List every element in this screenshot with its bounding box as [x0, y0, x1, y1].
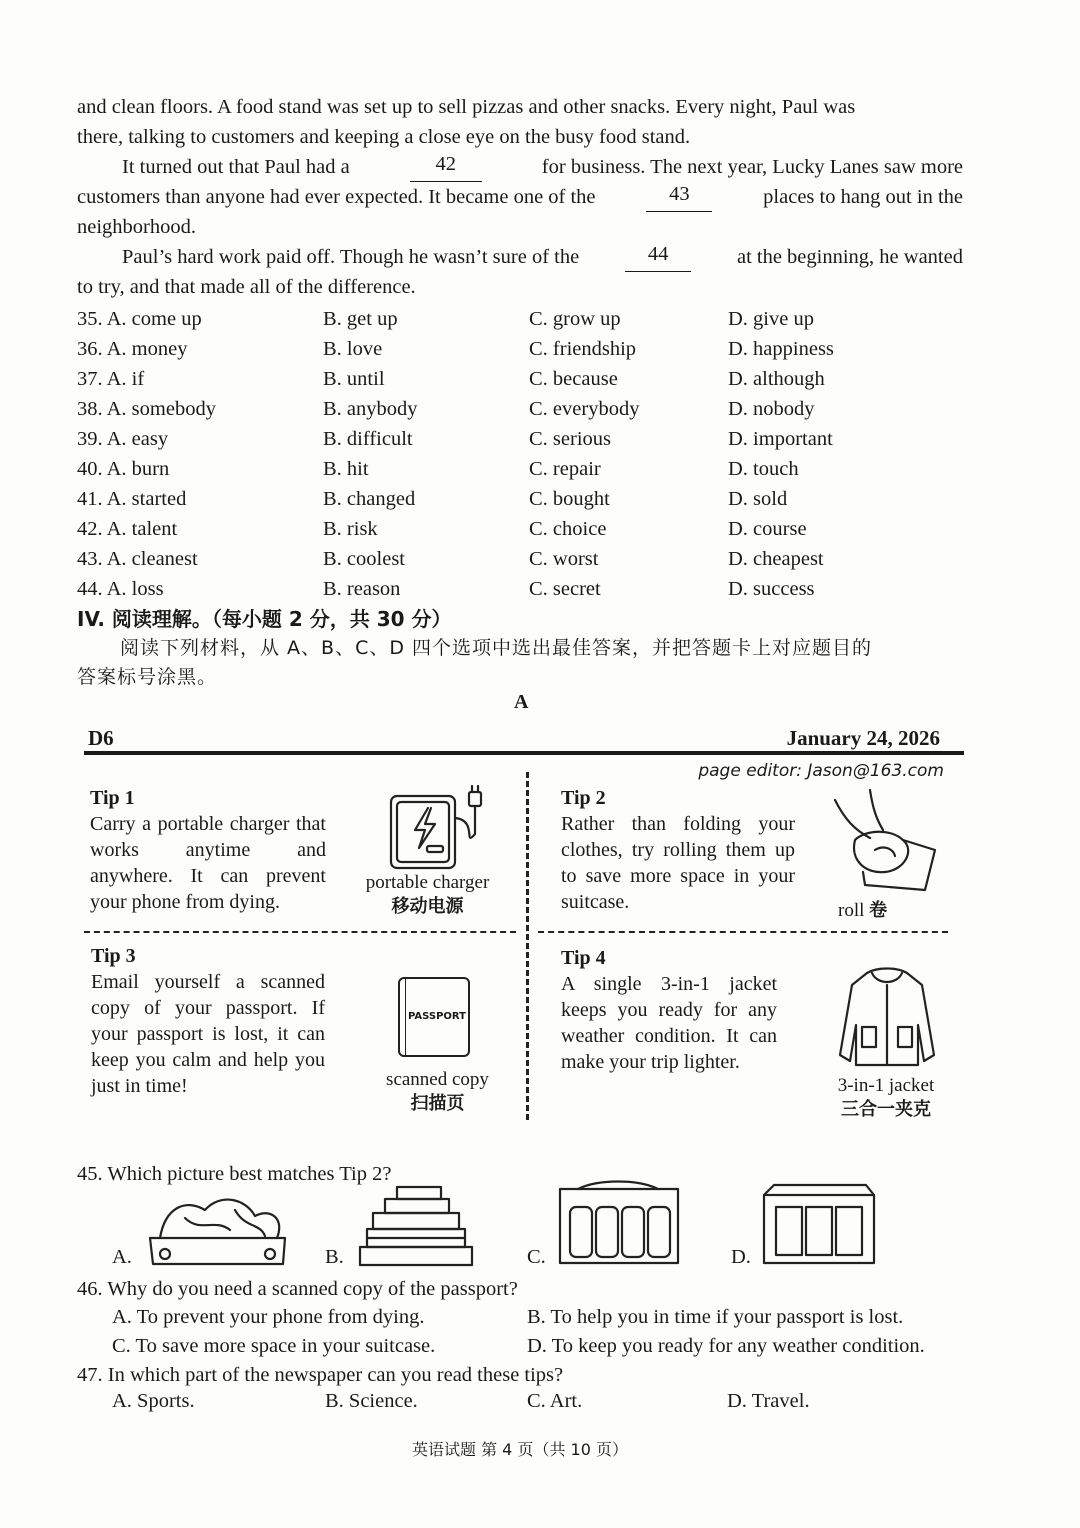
passage-text: and clean floors. A food stand was set up to sell pizzas and other snacks. Every night, Paul was — [77, 96, 856, 118]
option-row — [77, 544, 977, 574]
option-choice[interactable]: C. because — [529, 368, 618, 390]
section-heading: IV. 阅读理解。（每小题 2 分，共 30 分） — [77, 607, 452, 631]
option-choice[interactable]: D. cheapest — [728, 548, 824, 570]
question-46: 46. Why do you need a scanned copy of the passport? — [77, 1278, 518, 1300]
option-choice[interactable]: C. grow up — [529, 308, 621, 330]
passage-line — [122, 152, 963, 182]
passage-text: to try, and that made all of the difference. — [77, 276, 416, 298]
roll-caption — [838, 899, 938, 923]
option-choice[interactable]: B. anybody — [323, 398, 418, 420]
option-row — [77, 574, 977, 604]
tip-4 — [561, 945, 777, 1075]
option-choice[interactable]: C. choice — [529, 518, 607, 540]
charger-caption — [345, 871, 510, 919]
option-choice[interactable]: 41. A. started — [77, 488, 187, 510]
passage-text: at the beginning, he wanted — [736, 246, 963, 268]
q47-option-c[interactable]: C. Art. — [527, 1390, 583, 1412]
question-45: 45. Which picture best matches Tip 2? — [77, 1163, 392, 1185]
option-choice[interactable]: B. changed — [323, 488, 416, 510]
tip-1 — [90, 785, 326, 915]
option-choice[interactable]: B. coolest — [323, 548, 405, 570]
option-choice[interactable]: B. get up — [323, 308, 398, 330]
caption-en: scanned copy — [386, 1069, 489, 1090]
option-choice[interactable]: 44. A. loss — [77, 578, 164, 600]
passage-line — [77, 272, 963, 302]
option-choice[interactable]: B. until — [323, 368, 385, 390]
option-choice[interactable]: D. touch — [728, 458, 799, 480]
header-rule — [84, 751, 964, 755]
option-choice[interactable]: D. sold — [728, 488, 788, 510]
tip-text: A single 3-in-1 jacket keeps you ready for any weather condition. It can make your trip lighter. — [561, 973, 777, 1073]
option-choice[interactable]: 43. A. cleanest — [77, 548, 198, 570]
tip-text: Carry a portable charger that works anytime and anywhere. It can prevent your phone from dying. — [90, 813, 326, 913]
option-choice[interactable]: D. important — [728, 428, 833, 450]
option-choice[interactable]: B. reason — [323, 578, 401, 600]
option-choice[interactable]: D. nobody — [728, 398, 815, 420]
q46-option-d[interactable]: D. To keep you ready for any weather condition. — [527, 1335, 925, 1357]
question-47: 47. In which part of the newspaper can you read these tips? — [77, 1364, 564, 1386]
passport-label: PASSPORT — [407, 1011, 466, 1022]
q45-option-a-label[interactable]: A. — [112, 1246, 132, 1268]
tip-title: Tip 1 — [90, 787, 135, 809]
option-choice[interactable]: D. give up — [728, 308, 814, 330]
option-choice[interactable]: B. difficult — [323, 428, 413, 450]
packed-suitcase-icon[interactable] — [762, 1185, 877, 1267]
option-row — [77, 394, 977, 424]
caption-en: 3-in-1 jacket — [837, 1075, 935, 1096]
option-choice[interactable]: C. repair — [529, 458, 601, 480]
option-row — [77, 454, 977, 484]
caption-zh: 卷 — [869, 900, 888, 921]
passage-text: customers than anyone had ever expected. It became one of the — [77, 186, 596, 208]
option-choice[interactable]: D. happiness — [728, 338, 834, 360]
option-choice[interactable]: C. worst — [529, 548, 599, 570]
passport-caption — [360, 1068, 515, 1116]
option-row — [77, 334, 977, 364]
option-choice[interactable]: D. success — [728, 578, 815, 600]
caption-zh: 扫描页 — [410, 1093, 465, 1114]
option-choice[interactable]: B. hit — [323, 458, 369, 480]
caption-en: portable charger — [365, 872, 490, 893]
divider-horizontal — [538, 931, 948, 933]
option-choice[interactable]: C. bought — [529, 488, 610, 510]
divider-vertical — [526, 772, 529, 1120]
jacket-caption — [822, 1074, 950, 1122]
option-choice[interactable]: D. although — [728, 368, 825, 390]
passage-text: places to hang out in the — [763, 186, 963, 208]
passage-text: for business. The next year, Lucky Lanes saw more — [541, 156, 963, 178]
tip-title: Tip 3 — [91, 945, 136, 967]
tip-title: Tip 2 — [561, 787, 606, 809]
option-choice[interactable]: 40. A. burn — [77, 458, 170, 480]
passage-text: It turned out that Paul had a — [122, 156, 350, 178]
caption-zh: 三合一夹克 — [841, 1099, 931, 1120]
blank-44: 44 — [625, 242, 691, 272]
newspaper-date: January 24, 2026 — [786, 726, 940, 750]
rolled-suitcase-icon[interactable] — [558, 1183, 680, 1268]
q46-option-c[interactable]: C. To save more space in your suitcase. — [112, 1335, 436, 1357]
option-choice[interactable]: C. everybody — [529, 398, 640, 420]
option-choice[interactable]: 35. A. come up — [77, 308, 202, 330]
option-row — [77, 424, 977, 454]
option-choice[interactable]: 36. A. money — [77, 338, 188, 360]
messy-suitcase-icon[interactable] — [145, 1188, 290, 1268]
q47-option-b[interactable]: B. Science. — [325, 1390, 418, 1412]
q45-option-c-label[interactable]: C. — [527, 1246, 546, 1268]
passage-line — [77, 122, 963, 152]
blank-42: 42 — [410, 152, 482, 182]
instruction-text: 阅读下列材料，从 A、B、C、D 四个选项中选出最佳答案，并把答题卡上对应题目的 — [120, 637, 873, 659]
blank-43: 43 — [646, 182, 712, 212]
roll-clothes-icon — [825, 790, 940, 895]
passage-text: there, talking to customers and keeping a close eye on the busy food stand. — [77, 126, 691, 148]
passage-text: Paul’s hard work paid off. Though he wasn’t sure of the — [122, 246, 580, 268]
divider-horizontal — [84, 931, 516, 933]
tip-title: Tip 4 — [561, 947, 606, 969]
tip-text: Rather than folding your clothes, try rolling them up to save more space in your suitcase. — [561, 813, 795, 913]
passage-line — [77, 182, 963, 212]
option-row — [77, 484, 977, 514]
option-choice[interactable]: C. friendship — [529, 338, 637, 360]
portable-charger-icon — [383, 778, 483, 868]
tip-2 — [561, 785, 795, 915]
q46-option-a[interactable]: A. To prevent your phone from dying. — [112, 1306, 425, 1328]
option-row — [77, 364, 977, 394]
option-choice[interactable]: 37. A. if — [77, 368, 145, 390]
option-choice[interactable]: D. course — [728, 518, 807, 540]
tip-text: Email yourself a scanned copy of your passport. If your passport is lost, it can keep you calm and help you just in time! — [91, 971, 325, 1097]
passage-line — [77, 212, 963, 242]
option-choice[interactable]: 42. A. talent — [77, 518, 178, 540]
page-editor: page editor: Jason@163.com — [698, 761, 944, 781]
option-row — [77, 304, 977, 334]
instruction-text: 答案标号涂黑。 — [77, 666, 218, 688]
q47-option-d[interactable]: D. Travel. — [727, 1390, 810, 1412]
option-choice[interactable]: 38. A. somebody — [77, 398, 216, 420]
jacket-icon — [832, 965, 942, 1070]
passage-line — [77, 92, 963, 122]
caption-en: roll — [838, 900, 865, 921]
passport-icon — [398, 977, 470, 1057]
caption-zh: 移动电源 — [391, 896, 464, 917]
newspaper-page: D6 — [88, 726, 114, 750]
page-footer: 英语试题 第 4 页（共 10 页） — [412, 1440, 628, 1459]
passage-line — [122, 242, 963, 272]
passage-text: neighborhood. — [77, 216, 196, 238]
q45-option-d-label[interactable]: D. — [731, 1246, 751, 1268]
tip-3 — [91, 943, 325, 1099]
option-choice[interactable]: C. secret — [529, 578, 601, 600]
q46-option-b[interactable]: B. To help you in time if your passport is lost. — [527, 1306, 904, 1328]
folded-stack-icon[interactable] — [355, 1185, 475, 1270]
option-choice[interactable]: 39. A. easy — [77, 428, 169, 450]
option-choice[interactable]: B. risk — [323, 518, 378, 540]
option-choice[interactable]: C. serious — [529, 428, 611, 450]
option-row — [77, 514, 977, 544]
q47-option-a[interactable]: A. Sports. — [112, 1390, 195, 1412]
option-choice[interactable]: B. love — [323, 338, 383, 360]
q45-option-b-label[interactable]: B. — [325, 1246, 344, 1268]
part-label: A — [514, 691, 529, 713]
